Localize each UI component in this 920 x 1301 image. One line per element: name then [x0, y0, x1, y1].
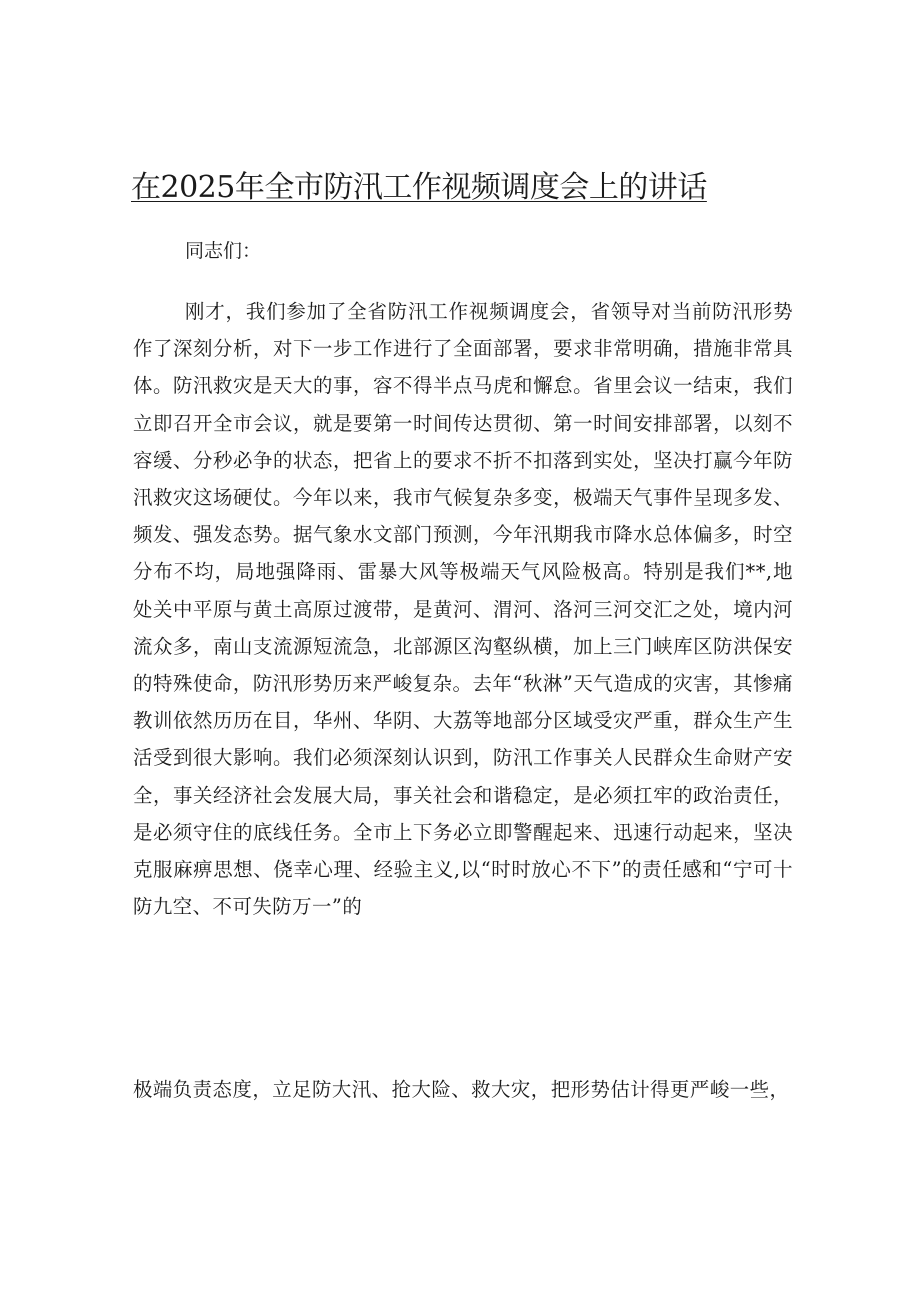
body-paragraph: 刚才，我们参加了全省防汛工作视频调度会，省领导对当前防汛形势作了深刻分析，对下一步工作进行了全面部署，要求非常明确，措施非常具体。防汛救灾是天大的事，容不得半点马虎和懈怠。省里会议一结束，我们立即召开全市会议，就是要第一时间传达贯彻、第一时间安排部署，以刻不容缓、分秒必争的状态，把省上的要求不折不扣落到实处，坚决打赢今年防汛救灾这场硬仗。今年以来，我市气候复杂多变，极端天气事件呈现多发、频发、强发态势。据气象水文部门预测，今年汛期我市降水总体偏多，时空分布不均，局地强降雨、雷暴大风等极端天气风险极高。特别是我们**,地处关中平原与黄土高原过渡带，是黄河、渭河、洛河三河交汇之处，境内河流众多，南山支流源短流急，北部源区沟壑纵横，加上三门峡库区防洪保安的特殊使命，防汛形势历来严峻复杂。去年“秋淋”天气造成的灾害，其惨痛教训依然历历在目，华州、华阴、大荔等地部分区域受灾严重，群众生产生活受到很大影响。我们必须深刻认识到，防汛工作事关人民群众生命财产安全，事关经济社会发展大局，事关社会和谐稳定，是必须扛牢的政治责任，是必须守住的底线任务。全市上下务必立即警醒起来、迅速行动起来，坚决克服麻痹思想、侥幸心理、经验主义,以“时时放心不下”的责任感和“宁可十防九空、不可失防万一”的: [133, 300, 793, 919]
body-paragraph-continuation: 极端负责态度，立足防大汛、抢大险、救大灾，把形势估计得更严峻一些，: [133, 1078, 790, 1101]
document-title: 在2025年全市防汛工作视频调度会上的讲话: [131, 170, 707, 205]
salutation: 同志们：: [185, 240, 262, 262]
